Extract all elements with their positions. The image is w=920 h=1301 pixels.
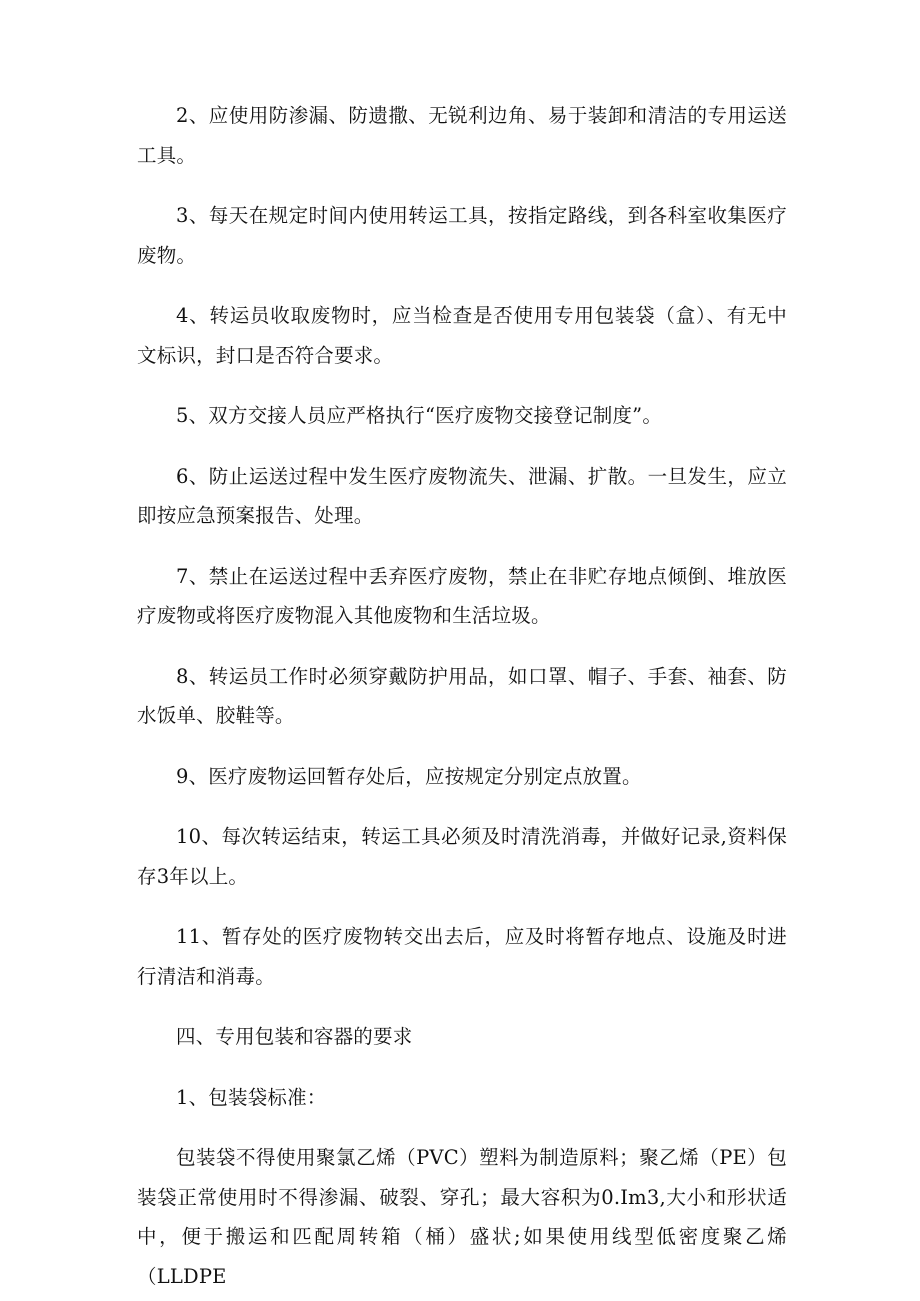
paragraph-item-4: 4、转运员收取废物时，应当检查是否使用专用包装袋（盒）、有无中文标识，封口是否符合要求。 <box>137 304 787 367</box>
section-heading-packaging: 四、专用包装和容器的要求 <box>176 1025 413 1048</box>
paragraph-item-11: 11、暂存处的医疗废物转交出去后，应及时将暂存地点、设施及时进行清洁和消毒。 <box>137 925 787 988</box>
paragraph-item-9: 9、医疗废物运回暂存处后，应按规定分别定点放置。 <box>176 764 642 788</box>
paragraph-item-5: 5、双方交接人员应严格执行“医疗废物交接登记制度”。 <box>176 404 663 427</box>
document-page <box>137 96 787 1296</box>
paragraph-item-8: 8、转运员工作时必须穿戴防护用品，如口罩、帽子、手套、袖套、防水饭单、胶鞋等。 <box>137 664 787 727</box>
paragraph-item-6: 6、防止运送过程中发生医疗废物流失、泄漏、扩散。一旦发生，应立即按应急预案报告、处理。 <box>137 464 787 527</box>
paragraph-item-2: 2、应使用防渗漏、防遗撒、无锐利边角、易于装卸和清洁的专用运送工具。 <box>137 104 787 167</box>
subheading-bag-standard: 1、包装袋标准： <box>176 1085 327 1109</box>
paragraph-item-3: 3、每天在规定时间内使用转运工具，按指定路线，到各科室收集医疗废物。 <box>137 204 787 267</box>
paragraph-item-10: 10、每次转运结束，转运工具必须及时清洗消毒，并做好记录,资料保存3年以上。 <box>137 825 787 888</box>
paragraph-bag-standard-body: 包装袋不得使用聚氯乙烯（PVC）塑料为制造原料；聚乙烯（PE）包装袋正常使用时不得渗漏、破裂、穿孔；最大容积为0.Im3,大小和形状适中，便于搬运和匹配周转箱（桶）盛状;如果使用线型低密度聚乙烯（LLDPE <box>137 1146 787 1288</box>
paragraph-item-7: 7、禁止在运送过程中丢弃医疗废物，禁止在非贮存地点倾倒、堆放医疗废物或将医疗废物混入其他废物和生活垃圾。 <box>137 564 787 627</box>
